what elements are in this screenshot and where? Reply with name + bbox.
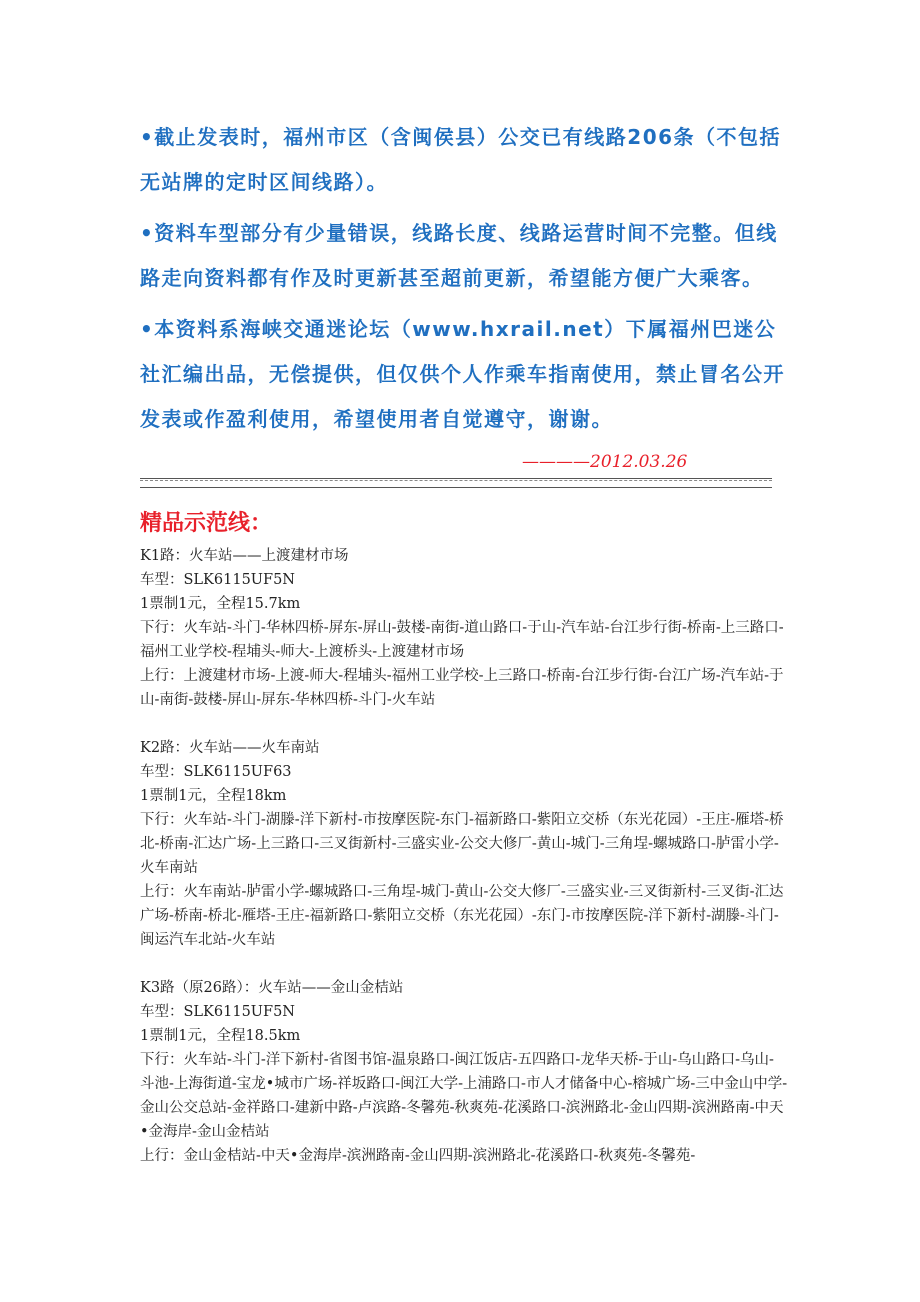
route-vehicle: 车型：SLK6115UF5N [140,1004,295,1020]
section-heading: 精品示范线： [140,511,273,536]
route-fare: 1票制1元，全程18.5km [140,1028,301,1044]
route-down-stops: 下行：火车站-斗门-华林四桥-屏东-屏山-鼓楼-南街-道山路口-于山-汽车站-台江步行街-桥南-上三路口-福州工业学校-程埔头-师大-上渡桥头-上渡建材市场 [140,620,784,660]
route-down-stops: 下行：火车站-斗门-湖滕-洋下新村-市按摩医院-东门-福新路口-紫阳立交桥（东光花园）-王庄-雁塔-桥北-桥南-汇达广场-上三路口-三叉街新村-三盛实业-公交大修厂-黄山-城门-三角埕-螺城路口-胪雷小学-火车南站 [140,812,784,876]
route-up-stops: 上行：金山金桔站-中天•金海岸-滨洲路南-金山四期-滨洲路北-花溪路口-秋爽苑-冬馨苑- [140,1148,696,1164]
route-k1 [140,544,788,712]
note-copyright: •本资料系海峡交通迷论坛（www.hxrail.net）下属福州巴迷公社汇编出品，无偿提供，但仅供个人作乘车指南使用，禁止冒名公开发表或作盈利使用，希望使用者自觉遵守，谢谢。 [140,317,785,431]
route-fare: 1票制1元，全程18km [140,788,287,804]
route-vehicle: 车型：SLK6115UF63 [140,764,292,780]
note-statistics: •截止发表时，福州市区（含闽侯县）公交已有线路206条（不包括无站牌的定时区间线路）。 [140,125,782,194]
notes-block [140,115,790,448]
route-title: K3路（原26路）：火车站——金山金桔站 [140,980,404,996]
route-up-stops: 上行：上渡建材市场-上渡-师大-程埔头-福州工业学校-上三路口-桥南-台江步行街-台江广场-汽车站-于山-南街-鼓楼-屏山-屏东-华林四桥-斗门-火车站 [140,668,784,708]
route-list [140,544,788,1192]
route-title: K1路：火车站——上渡建材市场 [140,548,349,564]
route-vehicle: 车型：SLK6115UF5N [140,572,295,588]
date-signature: ————2012.03.26 [522,452,688,472]
route-k2 [140,736,788,952]
route-title: K2路：火车站——火车南站 [140,740,320,756]
route-up-stops: 上行：火车南站-胪雷小学-螺城路口-三角埕-城门-黄山-公交大修厂-三盛实业-三叉街新村-三叉街-汇达广场-桥南-桥北-雁塔-王庄-福新路口-紫阳立交桥（东光花园）-东门-市按摩医院-洋下新村-湖滕-斗门-闽运汽车北站-火车站 [140,884,784,948]
route-fare: 1票制1元，全程15.7km [140,596,301,612]
route-down-stops: 下行：火车站-斗门-洋下新村-省图书馆-温泉路口-闽江饭店-五四路口-龙华天桥-于山-乌山路口-乌山-斗池-上海街道-宝龙•城市广场-祥坂路口-闽江大学-上浦路口-市人才储备中心-榕城广场-三中金山中学-金山公交总站-金祥路口-建新中路-卢滨路-冬馨苑-秋爽苑-花溪路口-滨洲路北-金山四期-滨洲路南-中天•金海岸-金山金桔站 [140,1052,788,1140]
note-data-accuracy: •资料车型部分有少量错误，线路长度、线路运营时间不完整。但线路走向资料都有作及时更新甚至超前更新，希望能方便广大乘客。 [140,221,778,290]
route-k3 [140,976,788,1168]
separator-rule [140,478,772,488]
